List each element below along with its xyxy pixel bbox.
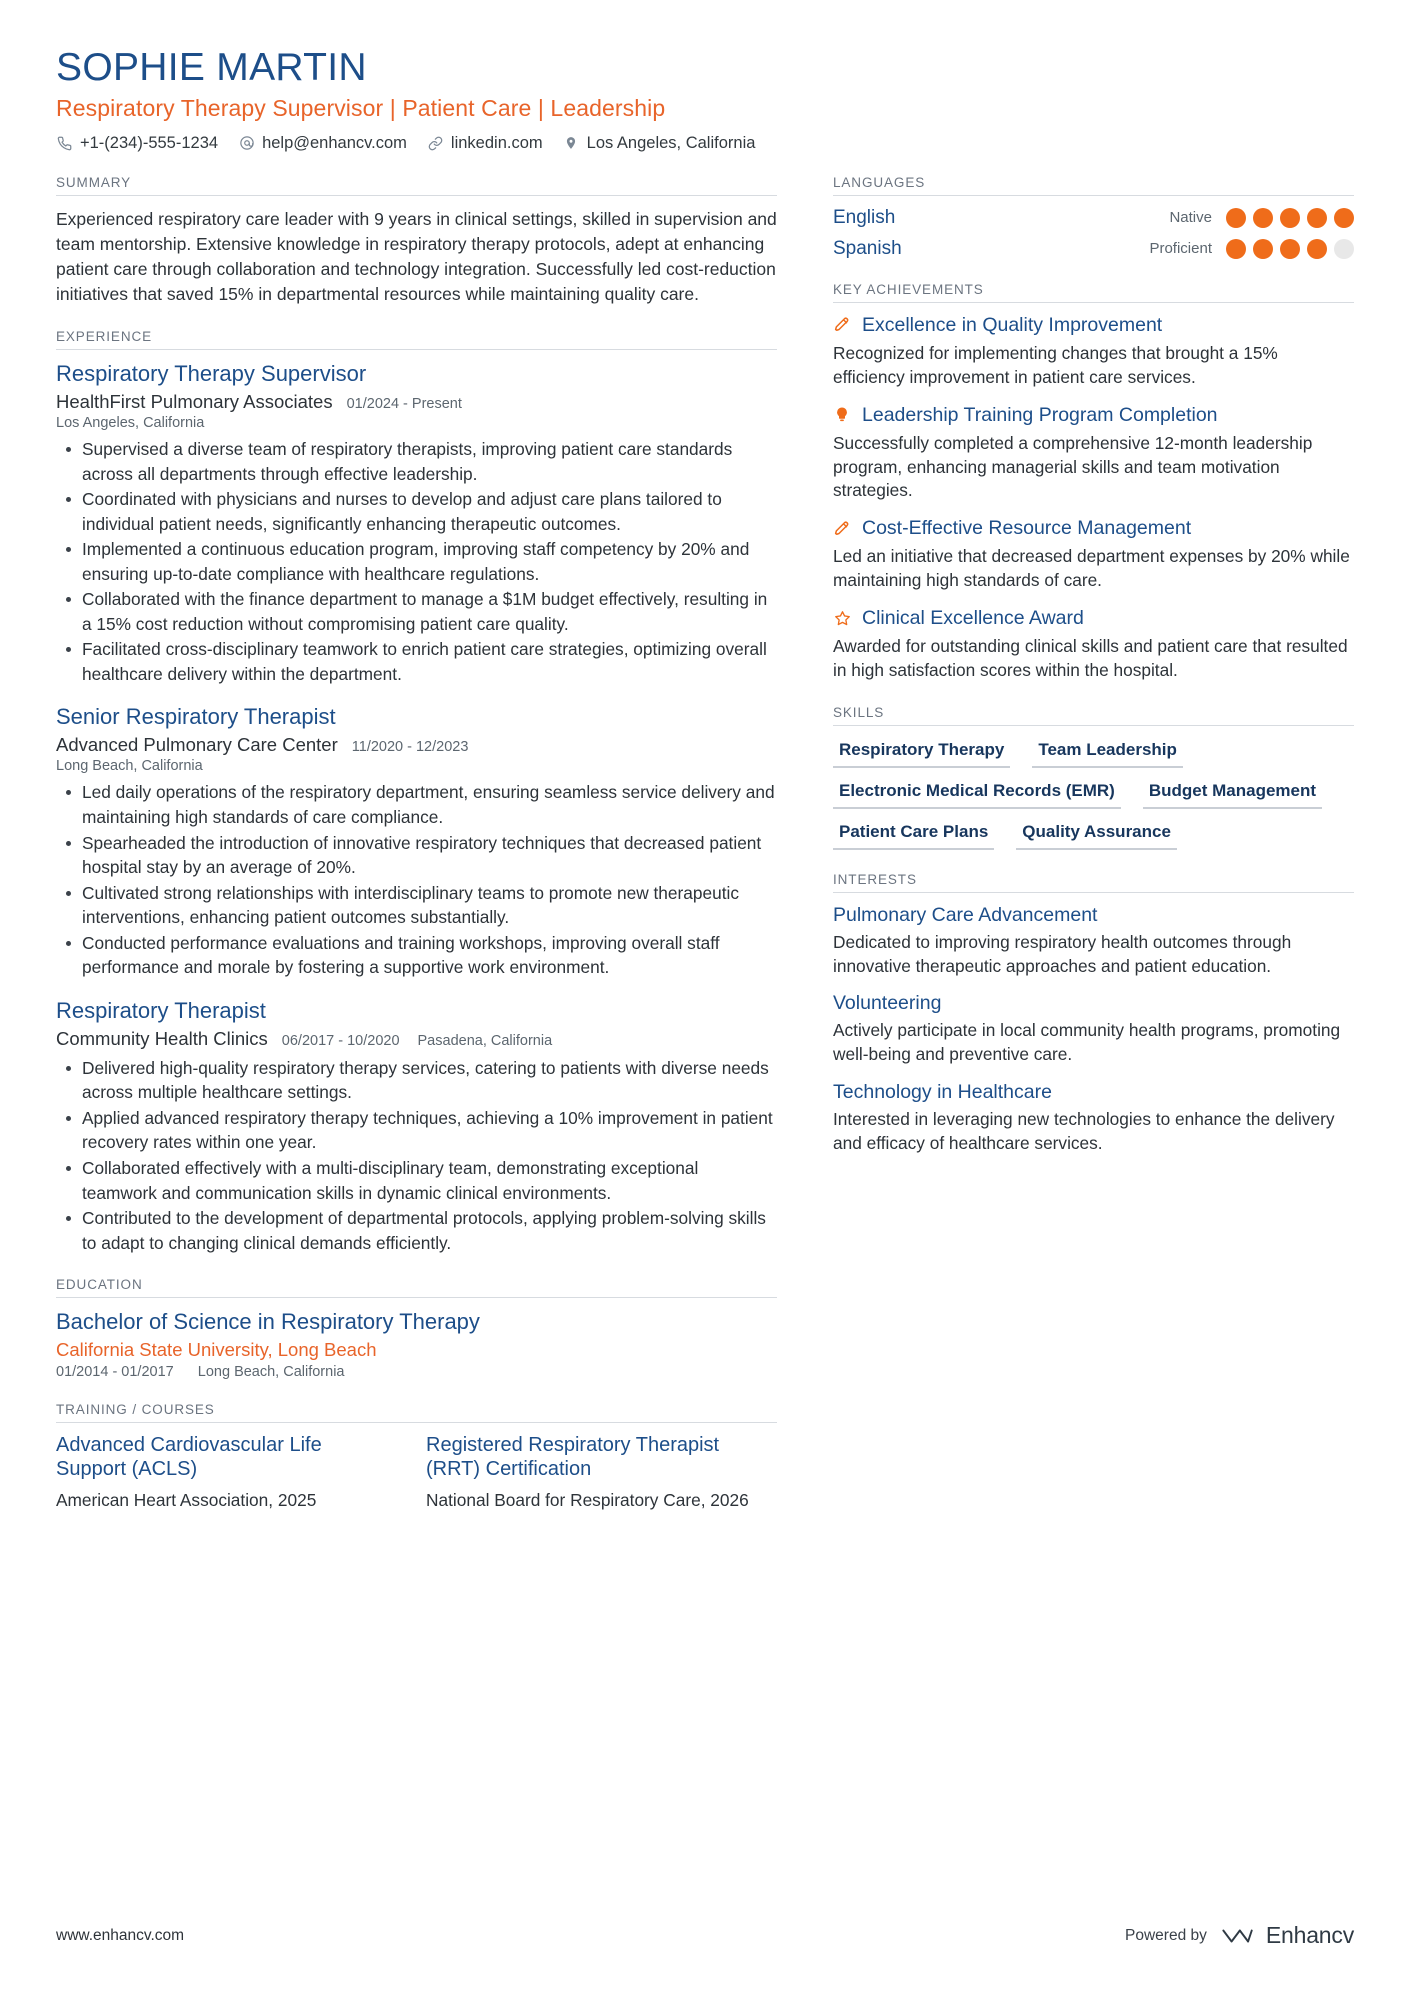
skill-tag: Team Leadership bbox=[1032, 737, 1183, 768]
language-level: Native bbox=[1169, 209, 1212, 227]
achievement-header bbox=[833, 404, 1354, 427]
rating-dot bbox=[1334, 208, 1354, 228]
brand-logo bbox=[1219, 1922, 1354, 1949]
achievement-desc: Successfully completed a comprehensive 12-month leadership program, enhancing managerial skills and team motivation strategies. bbox=[833, 432, 1313, 501]
interest-desc: Dedicated to improving respiratory health outcomes through innovative therapeutic approaches and patient education. bbox=[833, 931, 1292, 976]
job-company: Advanced Pulmonary Care Center bbox=[56, 734, 338, 756]
skills-section bbox=[833, 705, 1354, 850]
achievement-desc: Recognized for implementing changes that brought a 15% efficiency improvement in patient care services. bbox=[833, 342, 1278, 387]
course-list bbox=[56, 1434, 777, 1513]
page-title: SOPHIE MARTIN bbox=[56, 46, 367, 89]
skill-tag: Quality Assurance bbox=[1016, 819, 1177, 850]
star-icon bbox=[833, 609, 857, 628]
skills-list bbox=[833, 737, 1354, 850]
language-item bbox=[833, 207, 1354, 229]
achievement-desc: Led an initiative that decreased department expenses by 20% while maintaining high standards of care. bbox=[833, 546, 1350, 591]
achievement-title: Excellence in Quality Improvement bbox=[862, 313, 1163, 336]
training-section bbox=[56, 1402, 777, 1513]
achievements-section-label: KEY ACHIEVEMENTS bbox=[833, 282, 1354, 303]
contact-link[interactable] bbox=[427, 134, 543, 153]
interest-desc: Actively participate in local community health programs, promoting well-being and preventive care. bbox=[833, 1020, 1341, 1065]
experience-section-label: EXPERIENCE bbox=[56, 329, 777, 350]
powered-by bbox=[1125, 1922, 1354, 1949]
rating-dot bbox=[1307, 239, 1327, 259]
right-column bbox=[811, 175, 1354, 1178]
headline: Respiratory Therapy Supervisor | Patient Care | Leadership bbox=[56, 94, 666, 121]
summary-text: Experienced respiratory care leader with 9 years in clinical settings, skilled in supervision and team mentorship. Extensive knowledge in respiratory therapy protocols, adept at enhancing patient care through collaboration and technology integration. Successfully led cost-reduction initiatives that saved 15% in departmental resources while maintaining quality care. bbox=[56, 208, 777, 304]
course-item bbox=[56, 1434, 386, 1513]
experience-section bbox=[56, 329, 777, 1255]
location-icon bbox=[563, 135, 580, 152]
rating-dot bbox=[1253, 239, 1273, 259]
achievement-item bbox=[833, 314, 1354, 390]
list-item: Applied advanced respiratory therapy techniques, achieving a 10% improvement in patient recovery rates within one year. bbox=[80, 1106, 777, 1155]
contact-email-text: help@enhancv.com bbox=[262, 133, 407, 152]
list-item: Collaborated effectively with a multi-disciplinary team, demonstrating exceptional teamwork and communication skills in dynamic clinical environments. bbox=[80, 1156, 777, 1205]
achievement-title: Cost-Effective Resource Management bbox=[862, 517, 1192, 540]
interest-title: Pulmonary Care Advancement bbox=[833, 903, 1098, 926]
achievement-item bbox=[833, 404, 1354, 504]
education-location: Long Beach, California bbox=[197, 1364, 345, 1381]
training-section-label: TRAINING / COURSES bbox=[56, 1402, 777, 1423]
skill-tag: Budget Management bbox=[1143, 778, 1322, 809]
course-subtitle: American Heart Association, 2025 bbox=[56, 1490, 317, 1511]
languages-section bbox=[833, 175, 1354, 260]
education-school: California State University, Long Beach bbox=[56, 1339, 377, 1361]
list-item: Delivered high-quality respiratory therapy services, catering to patients with diverse needs across multiple healthcare settings. bbox=[80, 1056, 777, 1105]
contact-location bbox=[563, 134, 756, 153]
list-item: Collaborated with the finance department to manage a $1M budget effectively, resulting in a 15% cost reduction without compromising patient care quality. bbox=[80, 587, 777, 636]
brand-name: Enhancv bbox=[1265, 1922, 1354, 1948]
job-bullets bbox=[56, 780, 777, 979]
contact-email[interactable] bbox=[238, 134, 407, 153]
resume-body bbox=[56, 175, 1354, 1535]
interest-item bbox=[833, 1081, 1354, 1156]
achievement-title: Leadership Training Program Completion bbox=[862, 403, 1218, 426]
job-company: HealthFirst Pulmonary Associates bbox=[56, 391, 333, 412]
list-item: Contributed to the development of departmental protocols, applying problem-solving skills to adapt to changing clinical demands efficiently. bbox=[80, 1206, 777, 1255]
list-item: Cultivated strong relationships with interdisciplinary teams to promote new therapeutic interventions, enhancing patient outcomes substantially. bbox=[80, 881, 777, 930]
interest-item bbox=[833, 992, 1354, 1067]
achievement-header bbox=[833, 314, 1354, 337]
interest-item bbox=[833, 904, 1354, 979]
job-location: Pasadena, California bbox=[417, 1032, 553, 1049]
job-dates: 06/2017 - 10/2020 bbox=[281, 1032, 400, 1049]
left-column bbox=[56, 175, 811, 1535]
list-item: Led daily operations of the respiratory department, ensuring seamless service delivery and maintaining high standards of care compliance. bbox=[80, 780, 777, 829]
achievement-item bbox=[833, 607, 1354, 683]
job-meta bbox=[56, 391, 777, 413]
job-title: Respiratory Therapist bbox=[56, 997, 266, 1023]
skills-section-label: SKILLS bbox=[833, 705, 1354, 726]
rating-dot bbox=[1280, 239, 1300, 259]
achievement-desc: Awarded for outstanding clinical skills and patient care that resulted in high satisfaction scores within the hospital. bbox=[833, 635, 1348, 680]
interest-desc: Interested in leveraging new technologies to enhance the delivery and efficacy of healthcare services. bbox=[833, 1109, 1335, 1153]
rating-dot bbox=[1253, 208, 1273, 228]
job-bullets bbox=[56, 1056, 777, 1255]
course-title: Registered Respiratory Therapist (RRT) Certification bbox=[426, 1434, 720, 1480]
language-rating bbox=[1226, 239, 1354, 259]
language-name: English bbox=[833, 206, 896, 228]
job-location: Long Beach, California bbox=[56, 758, 203, 775]
skill-tag: Patient Care Plans bbox=[833, 819, 994, 850]
list-item: Supervised a diverse team of respiratory therapists, improving patient care standards across all departments through effective leadership. bbox=[80, 437, 777, 486]
list-item: Implemented a continuous education program, improving staff competency by 20% and ensuring up-to-date compliance with healthcare regulations. bbox=[80, 537, 777, 586]
rating-dot bbox=[1307, 208, 1327, 228]
skill-tag: Electronic Medical Records (EMR) bbox=[833, 778, 1121, 809]
list-item: Spearheaded the introduction of innovative respiratory techniques that decreased patient hospital stay by an average of 20%. bbox=[80, 831, 777, 880]
page-footer bbox=[56, 1922, 1354, 1949]
language-item bbox=[833, 238, 1354, 260]
job-meta bbox=[56, 1028, 777, 1050]
course-subtitle: National Board for Respiratory Care, 2026 bbox=[426, 1490, 749, 1511]
list-item: Conducted performance evaluations and training workshops, improving overall staff performance and morale by fostering a supportive work environment. bbox=[80, 931, 777, 980]
rocket-icon bbox=[833, 316, 857, 334]
contact-phone-text: +1-(234)-555-1234 bbox=[80, 133, 219, 152]
languages-section-label: LANGUAGES bbox=[833, 175, 1354, 196]
education-dates: 01/2014 - 01/2017 bbox=[56, 1364, 174, 1381]
interest-title: Volunteering bbox=[833, 992, 942, 1015]
interests-section-label: INTERESTS bbox=[833, 872, 1354, 893]
job-dates: 11/2020 - 12/2023 bbox=[351, 739, 469, 756]
achievement-title: Clinical Excellence Award bbox=[862, 606, 1084, 629]
skill-tag: Respiratory Therapy bbox=[833, 737, 1010, 768]
job-dates: 01/2024 - Present bbox=[346, 396, 462, 412]
experience-item bbox=[56, 704, 777, 979]
rocket-icon bbox=[833, 520, 857, 538]
contact-phone[interactable] bbox=[56, 134, 218, 153]
bulb-icon bbox=[833, 406, 857, 424]
job-bullets bbox=[56, 437, 777, 686]
achievement-item bbox=[833, 517, 1354, 593]
language-level: Proficient bbox=[1149, 240, 1212, 258]
contact-link-text: linkedin.com bbox=[450, 133, 543, 152]
link-icon bbox=[427, 135, 444, 152]
course-item bbox=[426, 1434, 756, 1513]
list-item: Coordinated with physicians and nurses to develop and adjust care plans tailored to individual patient needs, significantly enhancing therapeutic outcomes. bbox=[80, 487, 777, 536]
interest-title: Technology in Healthcare bbox=[833, 1081, 1052, 1104]
contact-row bbox=[56, 134, 1354, 153]
education-section-label: EDUCATION bbox=[56, 1277, 777, 1298]
phone-icon bbox=[56, 135, 73, 152]
powered-by-label: Powered by bbox=[1125, 1926, 1207, 1944]
course-title: Advanced Cardiovascular Life Support (ACLS) bbox=[56, 1434, 322, 1480]
achievement-header bbox=[833, 517, 1354, 540]
list-item: Facilitated cross-disciplinary teamwork to enrich patient care strategies, optimizing overall healthcare delivery within the department. bbox=[80, 637, 777, 686]
footer-website[interactable]: www.enhancv.com bbox=[56, 1926, 185, 1944]
resume-header bbox=[56, 48, 1354, 153]
rating-dot bbox=[1226, 208, 1246, 228]
language-rating bbox=[1226, 208, 1354, 228]
email-icon bbox=[238, 135, 255, 152]
education-section bbox=[56, 1277, 777, 1380]
experience-item bbox=[56, 361, 777, 686]
contact-location-text: Los Angeles, California bbox=[586, 133, 756, 152]
job-title: Senior Respiratory Therapist bbox=[56, 704, 336, 730]
job-meta bbox=[56, 734, 777, 756]
education-meta bbox=[56, 1364, 777, 1380]
enhancv-mark-icon bbox=[1219, 1925, 1257, 1947]
achievements-section bbox=[833, 282, 1354, 683]
summary-section bbox=[56, 175, 777, 307]
job-location: Los Angeles, California bbox=[56, 415, 205, 431]
rating-dot bbox=[1280, 208, 1300, 228]
rating-dot bbox=[1334, 239, 1354, 259]
rating-dot bbox=[1226, 239, 1246, 259]
language-name: Spanish bbox=[833, 237, 902, 259]
experience-item bbox=[56, 998, 777, 1255]
job-title: Respiratory Therapy Supervisor bbox=[56, 361, 367, 386]
interests-section bbox=[833, 872, 1354, 1156]
achievement-header bbox=[833, 607, 1354, 630]
education-degree: Bachelor of Science in Respiratory Therapy bbox=[56, 1309, 480, 1335]
job-company: Community Health Clinics bbox=[56, 1027, 268, 1049]
summary-section-label: SUMMARY bbox=[56, 175, 777, 196]
